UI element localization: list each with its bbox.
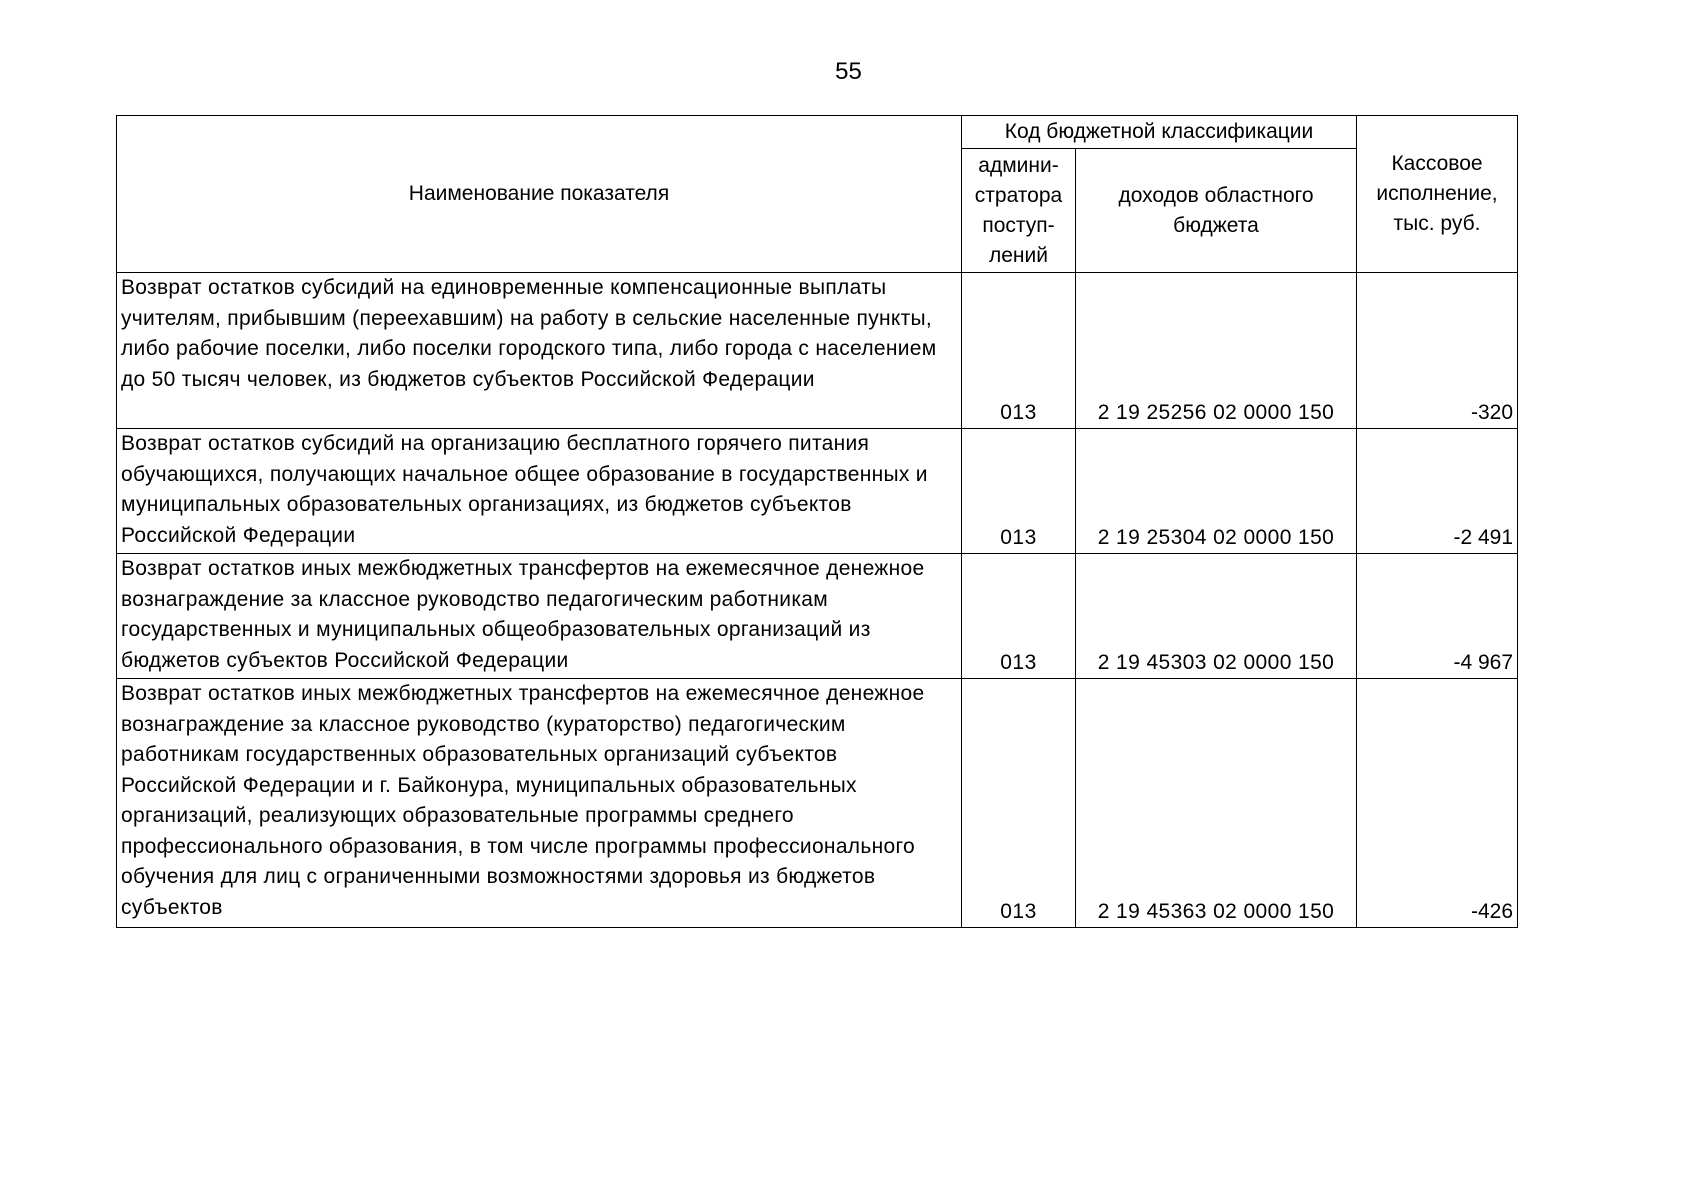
header-administrator: админи-стратора поступ-лений [962,149,1076,273]
table-row [117,429,1518,554]
row-administrator-code: 013 [962,273,1076,429]
row-income-code: 2 19 25256 02 0000 150 [1076,273,1357,429]
row-indicator-name: Возврат остатков субсидий на организацию бесплатного горячего питания обучающихся, получающих начальное общее образование в государственных и муниципальных образовательных организациях, из бюджетов субъектов Российской Федерации [117,429,962,554]
row-administrator-code: 013 [962,679,1076,928]
table-row [117,554,1518,679]
header-classification-code: Код бюджетной классификации [962,116,1357,149]
table-header [117,116,1518,273]
row-amount: -320 [1357,273,1518,429]
header-cash-execution: Кассовое исполнение, тыс. руб. [1357,116,1518,273]
row-income-code: 2 19 45363 02 0000 150 [1076,679,1357,928]
row-indicator-name: Возврат остатков иных межбюджетных трансфертов на ежемесячное денежное вознаграждение за классное руководство (кураторство) педагогическим работникам государственных образовательных организаций субъектов Российской Федерации и г. Байконура, муниципальных образовательных организаций, реализующих образовательные программы среднего профессионального образования, в том числе программы профессионального обучения для лиц с ограниченными возможностями здоровья из бюджетов субъектов [117,679,962,928]
table-row [117,273,1518,429]
row-indicator-name: Возврат остатков иных межбюджетных трансфертов на ежемесячное денежное вознаграждение за классное руководство педагогическим работникам государственных и муниципальных общеобразовательных организаций из бюджетов субъектов Российской Федерации [117,554,962,679]
row-income-code: 2 19 45303 02 0000 150 [1076,554,1357,679]
page-number: 55 [835,58,862,85]
row-amount: -4 967 [1357,554,1518,679]
row-amount: -426 [1357,679,1518,928]
table-row [117,679,1518,928]
table-body [117,273,1518,928]
row-amount: -2 491 [1357,429,1518,554]
row-income-code: 2 19 25304 02 0000 150 [1076,429,1357,554]
header-income-code: доходов областного бюджета [1076,149,1357,273]
budget-table [116,115,1518,928]
row-indicator-name: Возврат остатков субсидий на единовременные компенсационные выплаты учителям, прибывшим (переехавшим) на работу в сельские населенные пункты, либо рабочие поселки, либо поселки городского типа, либо города с населением до 50 тысяч человек, из бюджетов субъектов Российской Федерации [117,273,962,429]
row-administrator-code: 013 [962,554,1076,679]
header-indicator-name: Наименование показателя [117,116,962,273]
row-administrator-code: 013 [962,429,1076,554]
